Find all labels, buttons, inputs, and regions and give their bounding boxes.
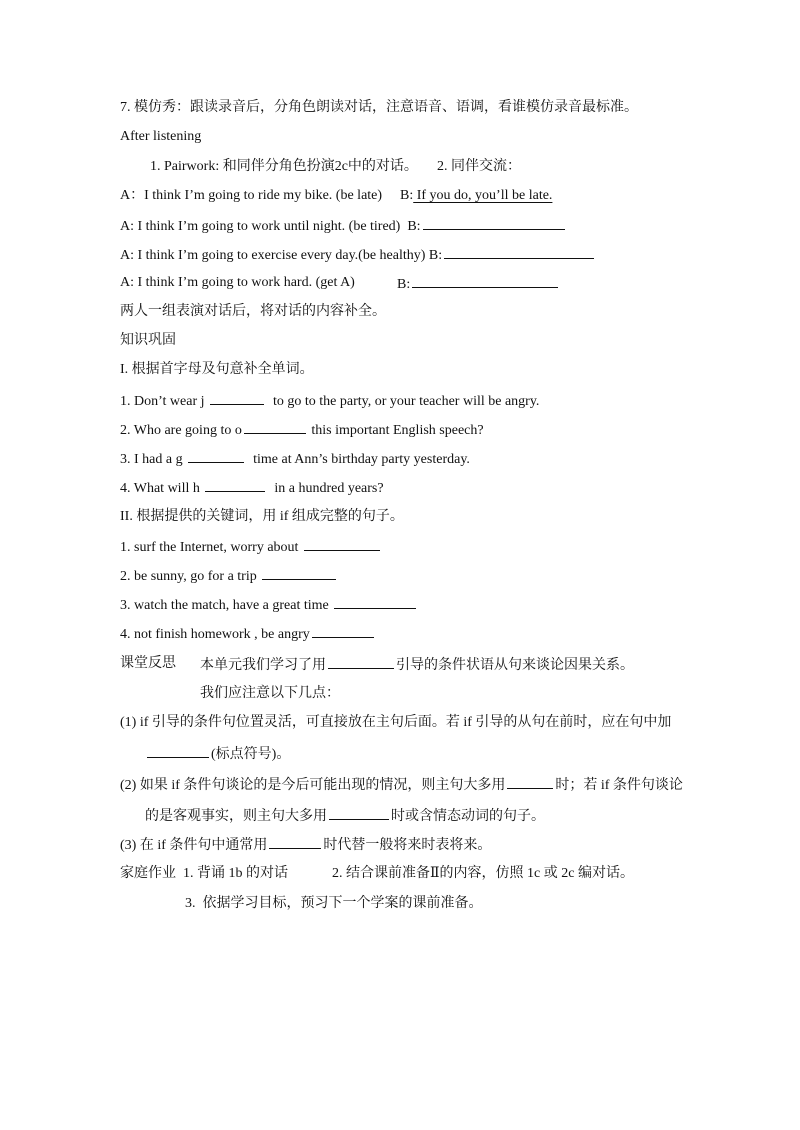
answer-blank[interactable] [188,448,244,463]
question-2-3: 3. watch the match, have a great time [120,594,418,616]
question-1-1: 1. Don’t wear j to go to the party, or your teacher will be angry. [120,390,539,412]
question-2-1: 1. surf the Internet, worry about [120,536,382,558]
homework-item-3: 3. 依据学习目标，预习下一个学案的课前准备。 [185,896,483,911]
point-2-cont: 的是客观事实，则主句大多用 时或含情态动词的句子。 [145,805,545,827]
answer-blank[interactable] [444,244,594,259]
dialogue-3: A: I think I’m going to exercise every day.(be healthy) B: [120,244,596,266]
dialogue-2: A: I think I’m going to work until night. (be tired) B: [120,215,567,237]
answer-blank[interactable] [328,654,394,669]
dialogue-1-a: A：I think I’m going to ride my bike. (be late) [120,188,383,203]
homework-item-2: 2. 结合课前准备Ⅱ的内容，仿照 1c 或 2c 编对话。 [332,866,634,881]
pair-instruction: 两人一组表演对话后，将对话的内容补全。 [120,304,386,319]
answer-blank[interactable] [423,215,565,230]
reflection-note: 我们应注意以下几点： [200,686,340,701]
question-1-4: 4. What will h in a hundred years? [120,477,384,499]
question-1-3: 3. I had a g time at Ann’s birthday party yesterday. [120,448,470,470]
homework-line: 家庭作业 1. 背诵 1b 的对话 [120,866,288,881]
dialogue-4-a: A: I think I’m going to work hard. (get A) [120,275,355,290]
dialogue-1-answer: If you do, you’ll be late. [413,188,553,203]
reflection-line: 本单元我们学习了用 引导的条件状语从句来谈论因果关系。 [200,654,634,676]
answer-blank[interactable] [205,477,265,492]
peer-exchange-line: 2. 同伴交流： [437,159,521,174]
answer-blank[interactable] [269,834,321,849]
answer-blank[interactable] [334,594,416,609]
answer-blank[interactable] [507,774,553,789]
answer-blank[interactable] [147,743,209,758]
question-1-2: 2. Who are going to o this important English speech? [120,419,484,441]
answer-blank[interactable] [262,565,336,580]
part-1-heading: I. 根据首字母及句意补全单词。 [120,362,314,377]
point-3: (3) 在 if 条件句中通常用 时代替一般将来时表将来。 [120,834,491,856]
dialogue-1-b: B: If you do, you’ll be late. [400,188,553,203]
answer-blank[interactable] [312,623,374,638]
task-7-line: 7. 模仿秀：跟读录音后，分角色朗读对话，注意语音、语调，看谁模仿录音最标准。 [120,100,638,115]
answer-blank[interactable] [304,536,380,551]
point-1: (1) if 引导的条件句位置灵活，可直接放在主句后面。若 if 引导的从句在前时，应在句中加 [120,715,672,730]
after-listening-heading: After listening [120,129,202,144]
answer-blank[interactable] [244,419,306,434]
pairwork-line: 1. Pairwork: 和同伴分角色扮演2c中的对话。 [150,159,418,174]
point-1-cont: (标点符号)。 [145,743,290,765]
answer-blank[interactable] [210,390,264,405]
answer-blank[interactable] [329,805,389,820]
answer-blank[interactable] [412,273,558,288]
dialogue-4-b: B: [397,273,560,295]
question-2-2: 2. be sunny, go for a trip [120,565,338,587]
question-2-4: 4. not finish homework , be angry [120,623,376,645]
part-2-heading: II. 根据提供的关键词，用 if 组成完整的句子。 [120,509,404,524]
point-2: (2) 如果 if 条件句谈论的是今后可能出现的情况，则主句大多用 时；若 if 条件句谈论 [120,774,683,796]
section-consolidation: 知识巩固 [120,333,176,348]
reflection-label: 课堂反思 [120,656,176,671]
